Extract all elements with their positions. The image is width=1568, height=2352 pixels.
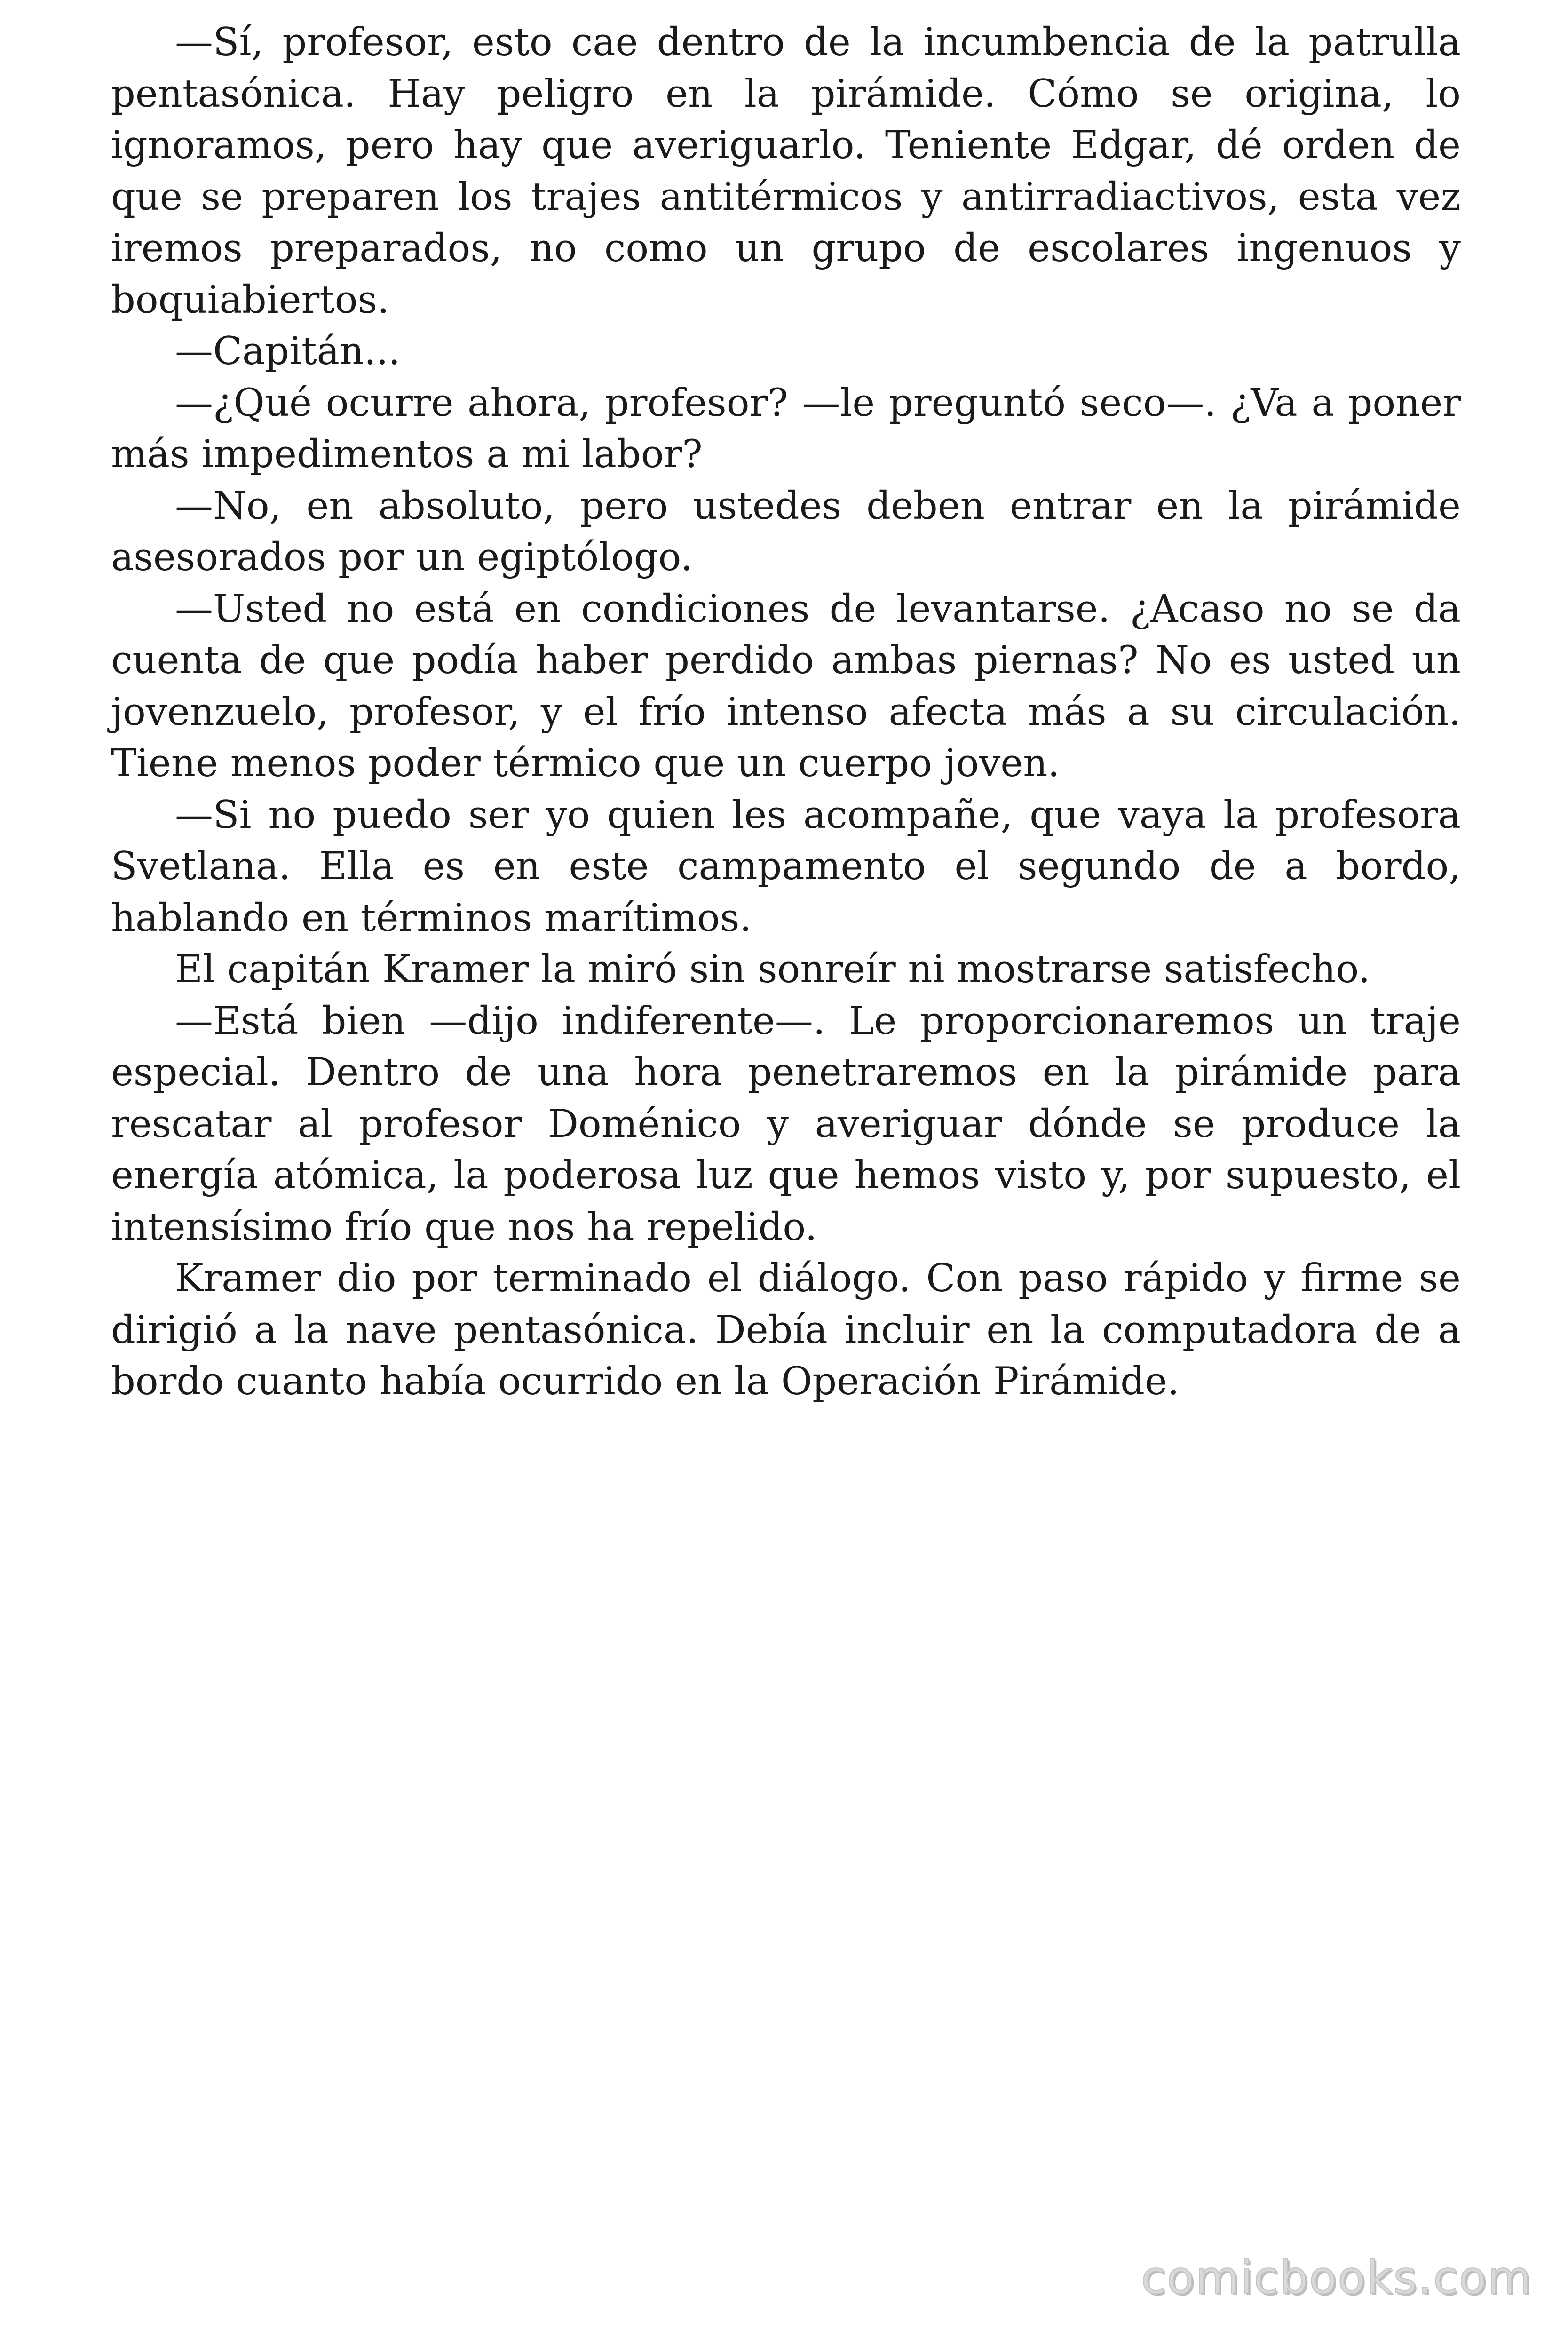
paragraph-6: —Si no puedo ser yo quien les acompañe, que vaya la profesora Svetlana. Ella es en este campamento el segundo de a bordo, hablando en términos marítimos. xyxy=(111,793,1461,940)
paragraph-7: El capitán Kramer la miró sin sonreír ni mostrarse satisfecho. xyxy=(175,947,1370,992)
paragraph-8: —Está bien —dijo indiferente—. Le proporcionaremos un traje especial. Dentro de una hora penetraremos en la pirámide para rescatar al profesor Doménico y averiguar dónde se produce la energía atómica, la poderosa luz que hemos visto y, por supuesto, el intensísimo frío que nos ha repelido. xyxy=(111,999,1461,1249)
paragraph-2: —Capitán... xyxy=(175,329,401,373)
body-text xyxy=(111,17,1461,1408)
site-watermark: comicbooks.com xyxy=(1140,2251,1532,2304)
paragraph-3: —¿Qué ocurre ahora, profesor? —le preguntó seco—. ¿Va a poner más impedimentos a mi labor? xyxy=(111,381,1461,477)
paragraph-1: —Sí, profesor, esto cae dentro de la incumbencia de la patrulla pentasónica. Hay peligro en la pirámide. Cómo se origina, lo ignoramos, pero hay que averiguarlo. Teniente Edgar, dé orden de que se preparen los trajes antitérmicos y antirradiactivos, esta vez iremos preparados, no como un grupo de escolares ingenuos y boquiabiertos. xyxy=(111,20,1461,322)
paragraph-4: —No, en absoluto, pero ustedes deben entrar en la pirámide asesorados por un egiptólogo. xyxy=(111,484,1461,580)
paragraph-5: —Usted no está en condiciones de levantarse. ¿Acaso no se da cuenta de que podía haber perdido ambas piernas? No es usted un jovenzuelo, profesor, y el frío intenso afecta más a su circulación. Tiene menos poder térmico que un cuerpo joven. xyxy=(111,587,1461,786)
paragraph-9: Kramer dio por terminado el diálogo. Con paso rápido y firme se dirigió a la nave pentasónica. Debía incluir en la computadora de a bordo cuanto había ocurrido en la Operación Pirámide. xyxy=(111,1256,1461,1404)
